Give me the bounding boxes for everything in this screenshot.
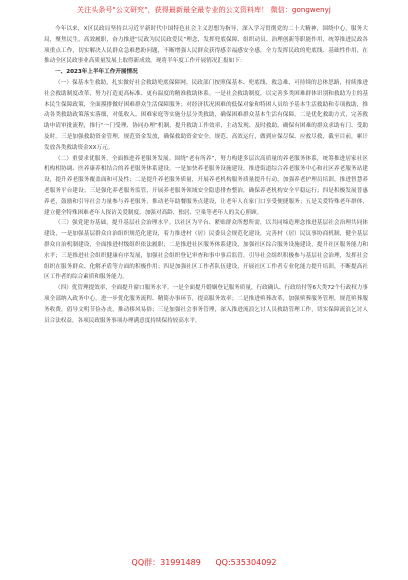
footer-qq-group: QQ群：31991489 xyxy=(131,558,201,567)
paragraph-social-assistance: （一）保基本生救助，扎实做好社会救助兜底保障网。民政部门按照保基本、兜底线、救急难、可持续的总体思路，持续推进社会救助制度改革，努力打造更高标准、更有温度的精准救助体系。一是社会救助制度，以完善多类困难群体识别和救助为主的基本民生保障政策，全面摸排做好困难群众生活保障服务；对经济状况困难的低保对象和特困人员给予基本生活救助和专项救助，推动各类救助政策落实落细，对低收入、困难家庭等实施分层分类救助，确保困难群众基本生活有保障。二是优化救助方式，完善救助申请审批流程，推行“一门受理、协同办理”机制，提升救助工作效率，主动发现、及时救助，确保有困难的群众求助有门、受助及时。三是加强救助资金管理，规范资金发放，确保救助资金安全、规范、高效运行，做到应保尽保、应救尽救，截至目前，累计发放各类救助资金XX万元。 xyxy=(44,79,368,151)
section-heading: 一、2023年上半年工作开展情况 xyxy=(55,69,138,76)
paragraph-grassroots-governance: （三）强党建夯基础，提升基层社会治理水平。以社区为平台、紧贴群众所想所需，以共同缔造理念推进基层社会治理共同体建设，一是加强基层群众自治组织规范化建设，着力推进村（居）民委员会规范化建设，完善村（居）民议事协商机制，健全基层群众自治机制建设，全面推进村级组织依法履职；二是推进社区服务体系建设，加强社区综合服务设施建设，提升社区服务能力和水平；三是推进社会组织健康有序发展，加强社会组织登记审查和事中事后监管，引导社会组织积极参与基层社会治理，发挥社会组织在服务群众、化解矛盾等方面的积极作用；四是加强社区工作者队伍建设，开展社区工作者专业化能力提升培训，不断提高社区工作者的综合素质和服务能力。 xyxy=(44,220,368,281)
footer-qq: QQ:535304092 xyxy=(215,558,277,567)
document-body xyxy=(44,24,368,546)
paragraph-elderly-care: （二）重要求优服务，全面推进养老服务发展。围绕“老有所养”，努力构建多层次高质量的养老服务体系，统筹推进居家社区机构相协调、医养康养相结合的养老服务体系建设。一是加快养老服务设施建设，推进街道综合养老服务中心和社区养老服务站建设，提升养老服务覆盖面和可及性；二是提升养老服务质量，开展养老机构服务质量提升行动，加强养老护理员培训，推进智慧养老服务平台建设；三是强化养老服务监管，开展养老服务领域安全隐患排查整治，确保养老机构安全平稳运行；四是积极发展普惠养老，鼓励和引导社会力量参与养老服务，推动老年助餐服务点建设，让老年人在家门口享受便捷服务；五是关爱特殊老年群体，建立健全特殊困难老年人探访关爱制度，加强对高龄、独居、空巢等老年人的关心照顾。 xyxy=(44,155,368,216)
footer-contact xyxy=(0,558,408,568)
promo-banner: 关注头条号"公文研究"，获得最新最全最专业的公文资料库！ 微信：gongwenyj xyxy=(77,6,331,14)
paragraph-window-service: （四）优管理提效率，全面提升窗口服务水平。一是全面提升婚姻登记服务质量，行政确认、行政给付等6大类72个行政权力事项全部纳入政务中心，进一步优化服务流程、精简办事环节，提高服务效率；二是推进殡葬改革，加强殡葬服务管理，规范殡葬服务收费，倡导文明节俭办丧，推动移风易俗；三是加强社会事务管理，深入推进流浪乞讨人员救助管理工作，切实保障流浪乞讨人员合法权益，各项民政服务事项办理满意度持续保持较高水平。 xyxy=(44,285,368,324)
paragraph-intro: 今年以来，X区民政局坚持以习近平新时代中国特色社会主义思想为指导，深入学习贯彻党的二十大精神，围绕中心，服务大局，聚焦民生，高效履职，奋力推进“民政为民民政爱民”理念，发挥兜底保障、组织动员、治理创新等职能作用，统筹推进民政各项重点工作，切实解决人民群众急难愁盼问题，不断增强人民群众获得感幸福感安全感，全力发挥民政的兜底线、基础性作用，在推动全区民政事业高质量发展上取得新成效。现将半年度工作开展情况汇报如下： xyxy=(44,26,368,65)
